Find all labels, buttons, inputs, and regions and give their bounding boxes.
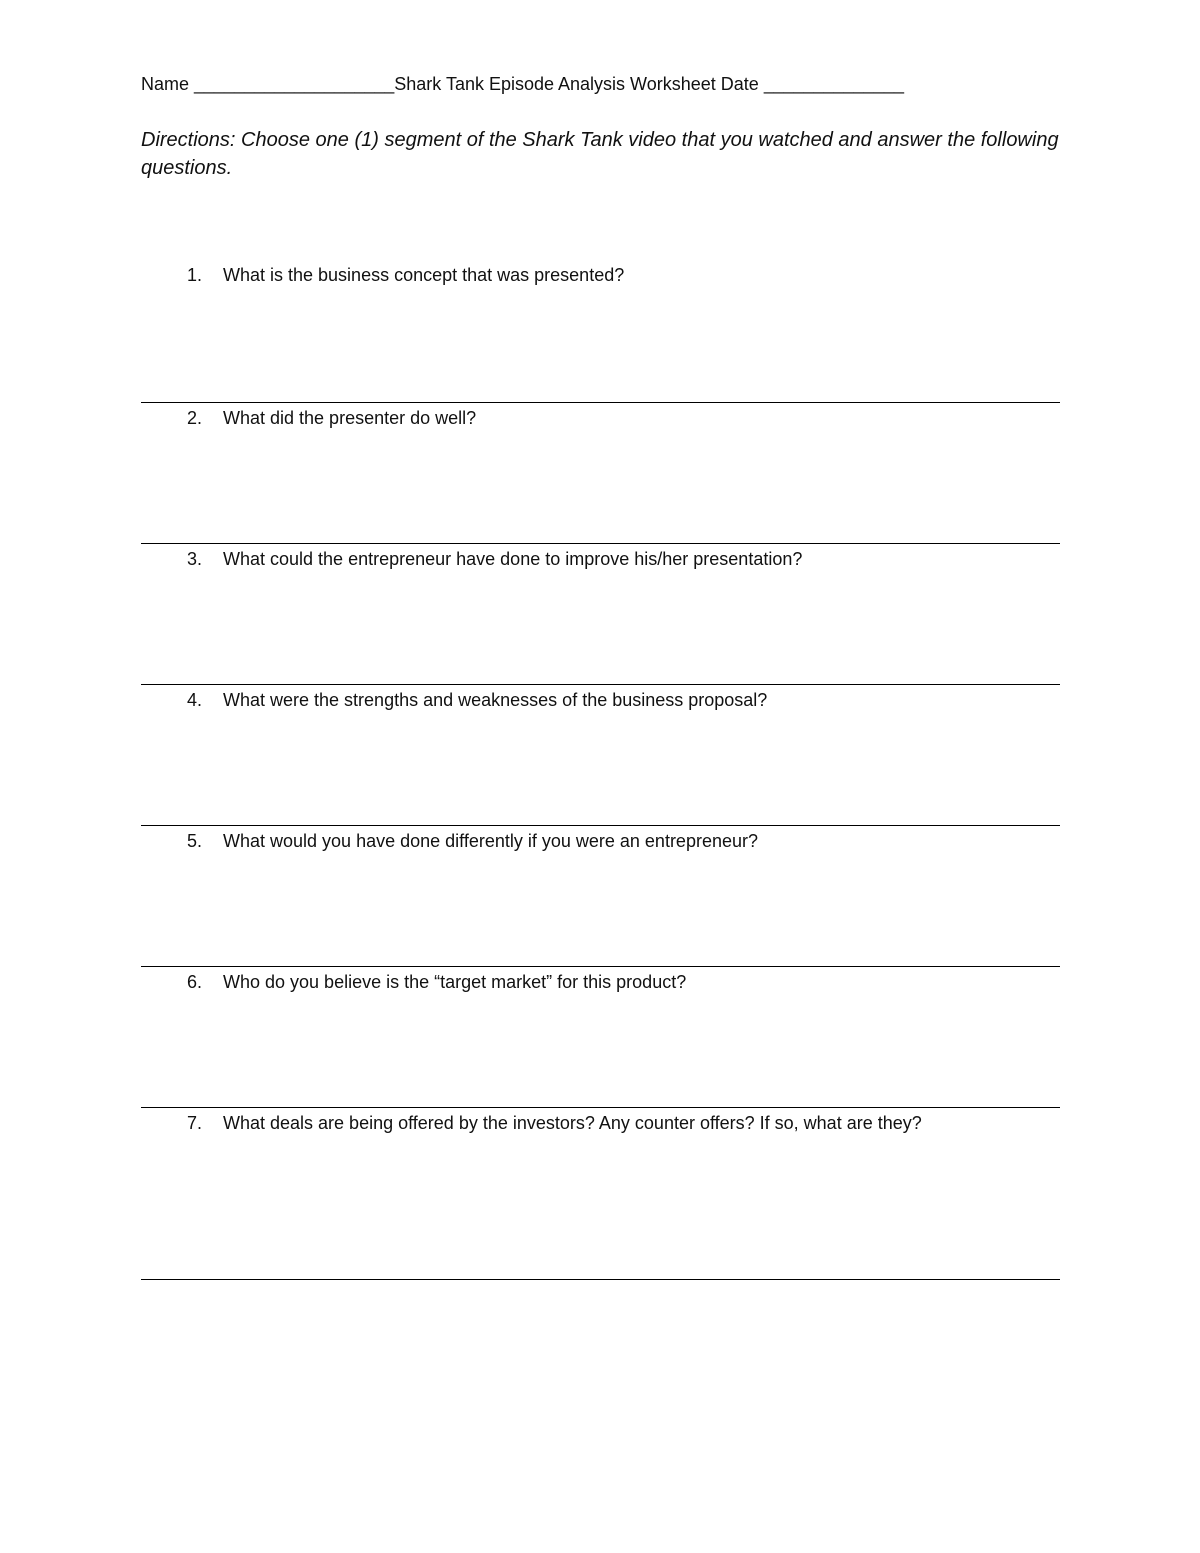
question-4 bbox=[187, 690, 767, 711]
question-text: What would you have done differently if you were an entrepreneur? bbox=[223, 831, 758, 851]
question-text: What did the presenter do well? bbox=[223, 408, 477, 428]
question-text: What is the business concept that was presented? bbox=[223, 265, 625, 285]
question-7 bbox=[187, 1113, 922, 1134]
question-text: What were the strengths and weaknesses of the business proposal? bbox=[223, 690, 768, 710]
question-2 bbox=[187, 408, 476, 429]
question-3 bbox=[187, 549, 802, 570]
answer-line-5 bbox=[141, 966, 1060, 967]
name-label: Name bbox=[141, 74, 190, 94]
directions-text: Directions: Choose one (1) segment of the Shark Tank video that you watched and answer the following questions. bbox=[141, 129, 1059, 179]
question-5 bbox=[187, 831, 758, 852]
question-number: 1. bbox=[187, 265, 203, 285]
answer-line-4 bbox=[141, 825, 1060, 826]
answer-line-3 bbox=[141, 684, 1060, 685]
answer-line-1 bbox=[141, 402, 1060, 403]
question-number: 3. bbox=[187, 549, 203, 569]
date-label: Date bbox=[720, 74, 759, 94]
question-1 bbox=[187, 265, 624, 286]
question-number: 7. bbox=[187, 1113, 203, 1133]
answer-line-2 bbox=[141, 543, 1060, 544]
question-6 bbox=[187, 972, 686, 993]
answer-line-6 bbox=[141, 1107, 1060, 1108]
question-text: Who do you believe is the “target market” for this product? bbox=[223, 972, 687, 992]
header-line bbox=[141, 74, 904, 95]
question-number: 4. bbox=[187, 690, 203, 710]
question-text: What could the entrepreneur have done to improve his/her presentation? bbox=[223, 549, 803, 569]
question-number: 5. bbox=[187, 831, 203, 851]
worksheet-title: Shark Tank Episode Analysis Worksheet bbox=[394, 74, 716, 94]
name-blank: ____________________ bbox=[194, 74, 395, 94]
date-blank: ______________ bbox=[763, 74, 904, 94]
question-number: 6. bbox=[187, 972, 203, 992]
question-text: What deals are being offered by the investors? Any counter offers? If so, what are they? bbox=[223, 1113, 922, 1133]
question-number: 2. bbox=[187, 408, 203, 428]
answer-line-7 bbox=[141, 1279, 1060, 1280]
